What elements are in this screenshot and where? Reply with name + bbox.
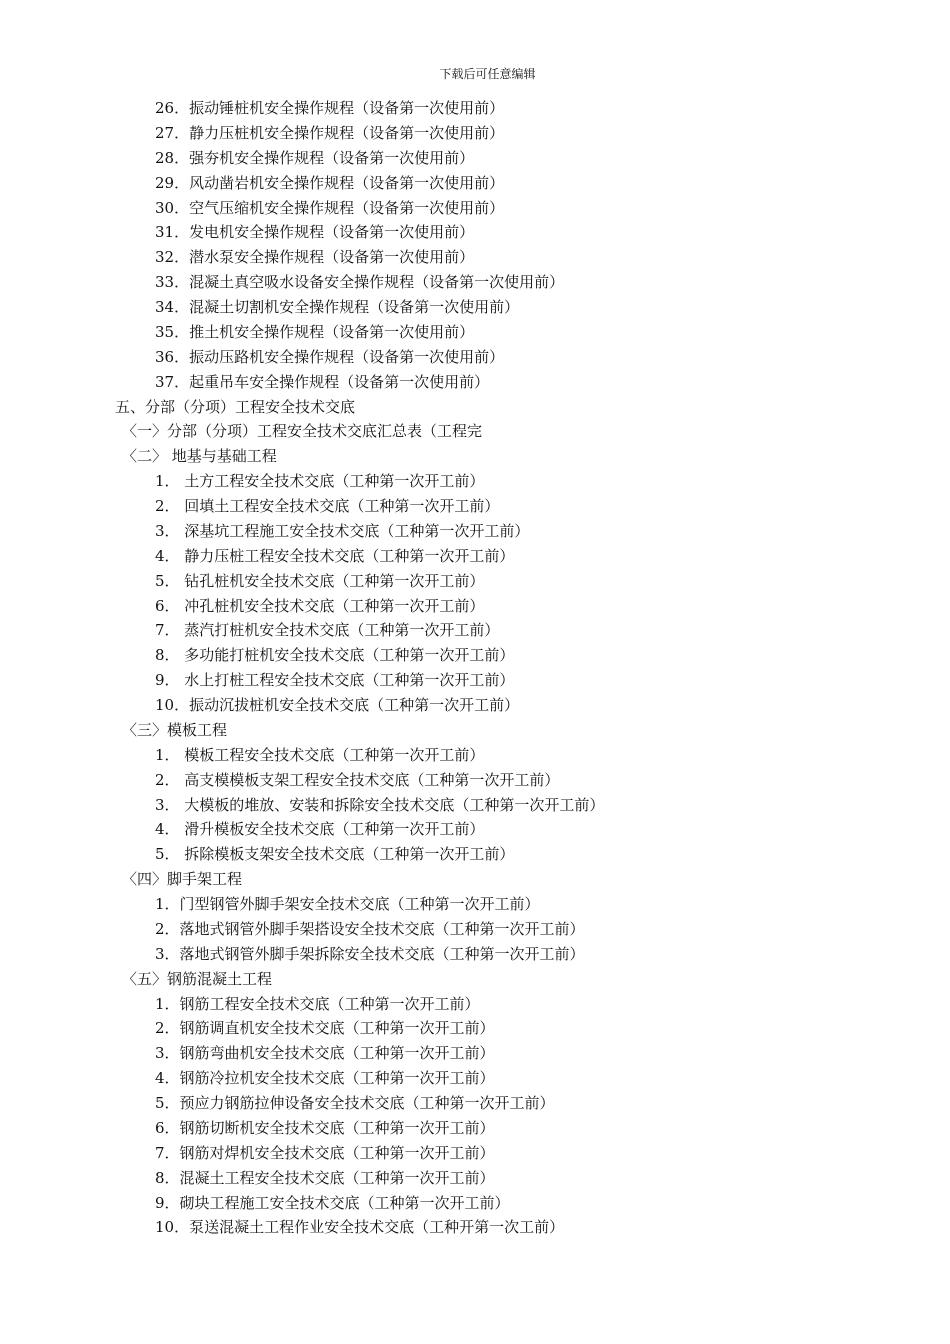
section-heading: 五、分部（分项）工程安全技术交底 [115,397,356,416]
list-item: 7． 蒸汽打桩机安全技术交底（工种第一次开工前） [155,621,500,640]
subsection-heading: 〈一〉分部（分项）工程安全技术交底汇总表（工程完 [122,422,483,441]
list-item: 26．振动锤桩机安全操作规程（设备第一次使用前） [155,99,505,117]
list-item: 29．风动凿岩机安全操作规程（设备第一次使用前） [155,173,505,192]
list-item: 9． 水上打桩工程安全技术交底（工种第一次开工前） [155,671,515,690]
list-item: 8． 多功能打桩机安全技术交底（工种第一次开工前） [155,646,515,665]
list-item: 34．混凝土切割机安全操作规程（设备第一次使用前） [155,298,520,316]
list-item: 28．强夯机安全操作规程（设备第一次使用前） [155,148,475,167]
list-item: 30．空气压缩机安全操作规程（设备第一次使用前） [155,198,505,217]
list-item: 5．预应力钢筋拉伸设备安全技术交底（工种第一次开工前） [155,1094,555,1112]
list-item: 1． 土方工程安全技术交底（工种第一次开工前） [155,472,485,491]
list-item: 4． 静力压桩工程安全技术交底（工种第一次开工前） [155,546,515,565]
list-item: 5． 拆除模板支架安全技术交底（工种第一次开工前） [155,845,515,864]
list-item: 37．起重吊车安全操作规程（设备第一次使用前） [155,372,490,391]
list-item: 32．潜水泵安全操作规程（设备第一次使用前） [155,248,475,267]
list-item: 1． 模板工程安全技术交底（工种第一次开工前） [155,745,485,764]
list-item: 2． 高支模模板支架工程安全技术交底（工种第一次开工前） [155,770,560,789]
list-item: 7．钢筋对焊机安全技术交底（工种第一次开工前） [155,1143,495,1162]
list-item: 36．振动压路机安全操作规程（设备第一次使用前） [155,347,505,366]
list-item: 6． 冲孔桩机安全技术交底（工种第一次开工前） [155,596,485,615]
list-item: 3． 大模板的堆放、安装和拆除安全技术交底（工种第一次开工前） [155,795,605,814]
list-item: 8．混凝土工程安全技术交底（工种第一次开工前） [155,1168,495,1187]
document-body [0,96,950,1240]
list-item: 2．落地式钢管外脚手架搭设安全技术交底（工种第一次开工前） [155,919,585,938]
list-item: 10．泵送混凝土工程作业安全技术交底（工种开第一次工前） [155,1218,565,1237]
list-item: 33．混凝土真空吸水设备安全操作规程（设备第一次使用前） [155,273,565,292]
list-item: 9．砌块工程施工安全技术交底（工种第一次开工前） [155,1193,510,1212]
list-item: 3． 深基坑工程施工安全技术交底（工种第一次开工前） [155,521,530,540]
list-item: 2．钢筋调直机安全技术交底（工种第一次开工前） [155,1019,495,1038]
list-item: 5． 钻孔桩机安全技术交底（工种第一次开工前） [155,571,485,590]
list-item: 10．振动沉拔桩机安全技术交底（工种第一次开工前） [155,696,520,714]
list-item: 1．钢筋工程安全技术交底（工种第一次开工前） [155,994,480,1013]
subsection-heading: 〈四〉脚手架工程 [122,870,243,889]
subsection-heading: 〈二〉 地基与基础工程 [122,447,277,466]
list-item: 35．推土机安全操作规程（设备第一次使用前） [155,322,475,341]
list-item: 4． 滑升模板安全技术交底（工种第一次开工前） [155,820,485,839]
list-item: 3．钢筋弯曲机安全技术交底（工种第一次开工前） [155,1044,495,1063]
list-item: 3．落地式钢管外脚手架拆除安全技术交底（工种第一次开工前） [155,944,585,963]
list-item: 6．钢筋切断机安全技术交底（工种第一次开工前） [155,1118,495,1137]
subsection-heading: 〈五〉钢筋混凝土工程 [122,969,273,988]
list-item: 1．门型钢管外脚手架安全技术交底（工种第一次开工前） [155,895,540,913]
list-item: 31．发电机安全操作规程（设备第一次使用前） [155,223,475,242]
list-item: 27．静力压桩机安全操作规程（设备第一次使用前） [155,123,505,142]
list-item: 4．钢筋冷拉机安全技术交底（工种第一次开工前） [155,1069,495,1088]
page-header: 下载后可任意编辑 [439,67,536,81]
list-item: 2． 回填土工程安全技术交底（工种第一次开工前） [155,497,500,515]
subsection-heading: 〈三〉模板工程 [122,720,228,739]
